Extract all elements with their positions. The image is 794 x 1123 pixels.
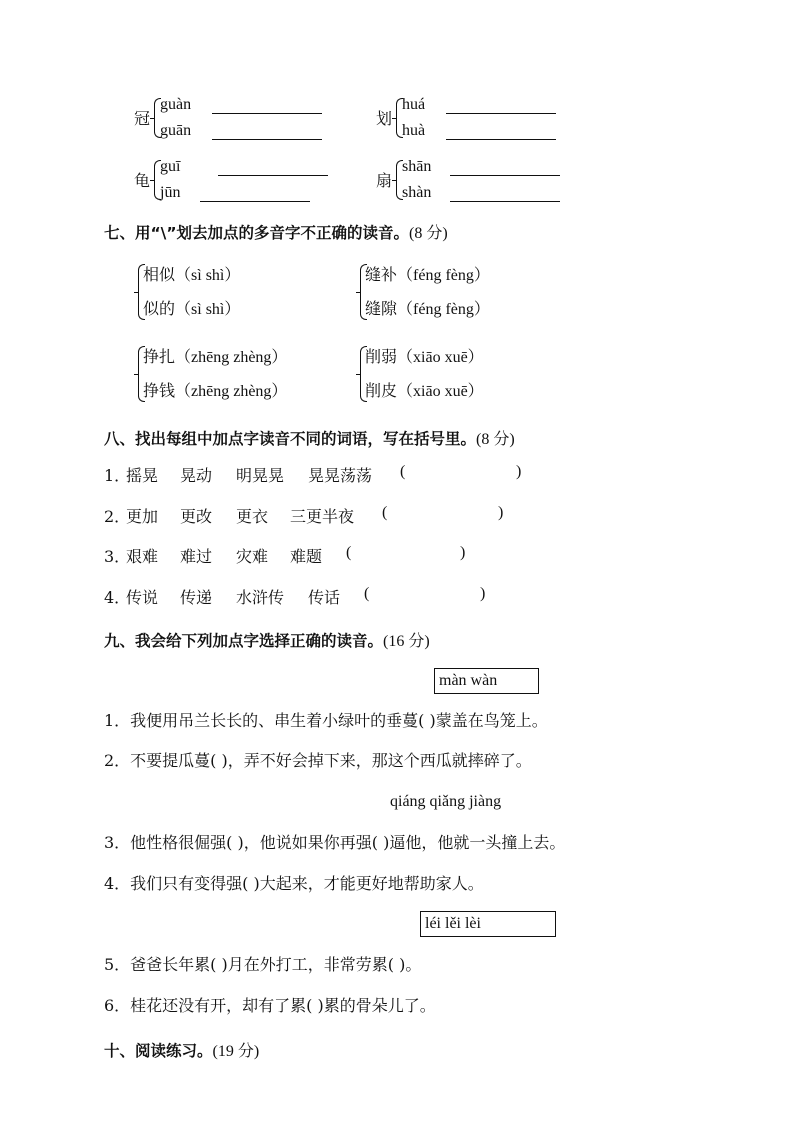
answer-paren-open: ( <box>400 463 406 480</box>
answer-field[interactable] <box>370 585 478 605</box>
pinyin: guī <box>160 158 181 175</box>
word: 传话 <box>308 588 341 607</box>
word: 难题 <box>290 547 323 566</box>
pinyin: shàn <box>402 184 432 201</box>
word: 传递 <box>180 588 213 607</box>
word: 摇晃 <box>126 466 159 485</box>
char-shan: 扇 <box>376 171 393 190</box>
pinyin-options-line: qiáng qiǎng jiàng <box>390 793 502 810</box>
answer-blank[interactable] <box>446 113 556 114</box>
section-title-text: 七、用“\”划去加点的多音字不正确的读音。 <box>104 224 410 242</box>
pinyin: huá <box>402 96 426 113</box>
answer-blank[interactable] <box>212 113 322 114</box>
answer-field[interactable] <box>388 504 496 524</box>
word: 更衣 <box>236 507 269 526</box>
word-option-row[interactable] <box>365 344 484 367</box>
section-title-text: 八、找出每组中加点字读音不同的词语，写在括号里。 <box>104 430 477 448</box>
pinyin: huà <box>402 122 426 139</box>
word: 艰难 <box>126 547 159 566</box>
pinyin-options: （féng fèng） <box>397 267 490 284</box>
answer-paren-close: ) <box>516 463 522 480</box>
word-option-row[interactable] <box>143 378 287 401</box>
answer-blank[interactable] <box>212 139 322 140</box>
word: 难过 <box>180 547 213 566</box>
question-number: 2． <box>104 507 131 526</box>
section-title-text: 十、阅读练习。 <box>104 1042 213 1060</box>
word-option-row[interactable] <box>143 296 240 319</box>
answer-paren-close: ) <box>460 544 466 561</box>
answer-paren-open: ( <box>364 585 370 602</box>
word: 挣扎 <box>143 347 176 366</box>
char-guan: 冠 <box>134 109 151 128</box>
answer-field[interactable] <box>352 544 460 564</box>
answer-field[interactable] <box>406 463 514 483</box>
answer-paren-open: ( <box>382 504 388 521</box>
word: 水浒传 <box>236 588 285 607</box>
word: 更改 <box>180 507 213 526</box>
word: 三更半夜 <box>290 507 355 526</box>
char-gui: 龟 <box>134 171 151 190</box>
section-score: (8 分) <box>409 225 448 242</box>
pinyin-options: （xiāo xuē） <box>397 383 484 400</box>
pinyin-options: （sì shì） <box>175 267 241 284</box>
word: 似的 <box>143 299 176 318</box>
pinyin-options-box: màn wàn <box>434 668 539 694</box>
pinyin: jūn <box>160 184 181 201</box>
pinyin-options: （féng fèng） <box>397 301 490 318</box>
word: 挣钱 <box>143 381 176 400</box>
question-4: 4．我们只有变得强( )大起来，才能更好地帮助家人。 <box>104 874 484 893</box>
section10-title <box>104 1038 259 1061</box>
word-option-row[interactable] <box>365 378 484 401</box>
answer-blank[interactable] <box>450 175 560 176</box>
word-option-row[interactable] <box>365 262 490 285</box>
pinyin-options: （xiāo xuē） <box>397 349 484 366</box>
answer-blank[interactable] <box>450 201 560 202</box>
word: 灾难 <box>236 547 269 566</box>
answer-blank[interactable] <box>218 175 328 176</box>
question-3: 3．他性格很倔强( )，他说如果你再强( )逼他，他就一头撞上去。 <box>104 833 566 852</box>
word-option-row[interactable] <box>143 344 287 367</box>
answer-paren-open: ( <box>346 544 352 561</box>
word: 削弱 <box>365 347 398 366</box>
pinyin: guàn <box>160 96 192 113</box>
answer-paren-close: ) <box>498 504 504 521</box>
pinyin-options: （zhēng zhèng） <box>175 349 288 366</box>
word: 缝隙 <box>365 299 398 318</box>
pinyin-options: （zhēng zhèng） <box>175 383 288 400</box>
word: 更加 <box>126 507 159 526</box>
section9-title <box>104 628 430 651</box>
answer-blank[interactable] <box>446 139 556 140</box>
answer-paren-close: ) <box>480 585 486 602</box>
pinyin-options-box: léi lěi lèi <box>420 911 556 937</box>
section-score: (8 分) <box>476 431 515 448</box>
word: 传说 <box>126 588 159 607</box>
word: 缝补 <box>365 265 398 284</box>
word: 削皮 <box>365 381 398 400</box>
question-number: 1． <box>104 466 131 485</box>
question-number: 3． <box>104 547 131 566</box>
question-1: 1．我便用吊兰长长的、串生着小绿叶的垂蔓( )蒙盖在鸟笼上。 <box>104 711 548 730</box>
word-option-row[interactable] <box>365 296 490 319</box>
pinyin: shān <box>402 158 432 175</box>
section8-title <box>104 426 515 449</box>
section-score: (19 分) <box>212 1043 260 1060</box>
answer-blank[interactable] <box>200 201 310 202</box>
question-6: 6．桂花还没有开，却有了累( )累的骨朵儿了。 <box>104 996 436 1015</box>
section7-title <box>104 220 448 243</box>
word: 相似 <box>143 265 176 284</box>
question-number: 4． <box>104 588 131 607</box>
section-score: (16 分) <box>383 633 430 650</box>
section-title-text: 九、我会给下列加点字选择正确的读音。 <box>104 632 384 650</box>
question-2: 2．不要提瓜蔓( )，弄不好会掉下来，那这个西瓜就摔碎了。 <box>104 751 532 770</box>
word: 晃晃荡荡 <box>308 466 373 485</box>
pinyin-options: （sì shì） <box>175 301 241 318</box>
question-5: 5．爸爸长年累( )月在外打工，非常劳累( )。 <box>104 955 422 974</box>
pinyin: guān <box>160 122 192 139</box>
word-option-row[interactable] <box>143 262 240 285</box>
word: 晃动 <box>180 466 213 485</box>
char-hua: 划 <box>376 109 393 128</box>
word: 明晃晃 <box>236 466 285 485</box>
